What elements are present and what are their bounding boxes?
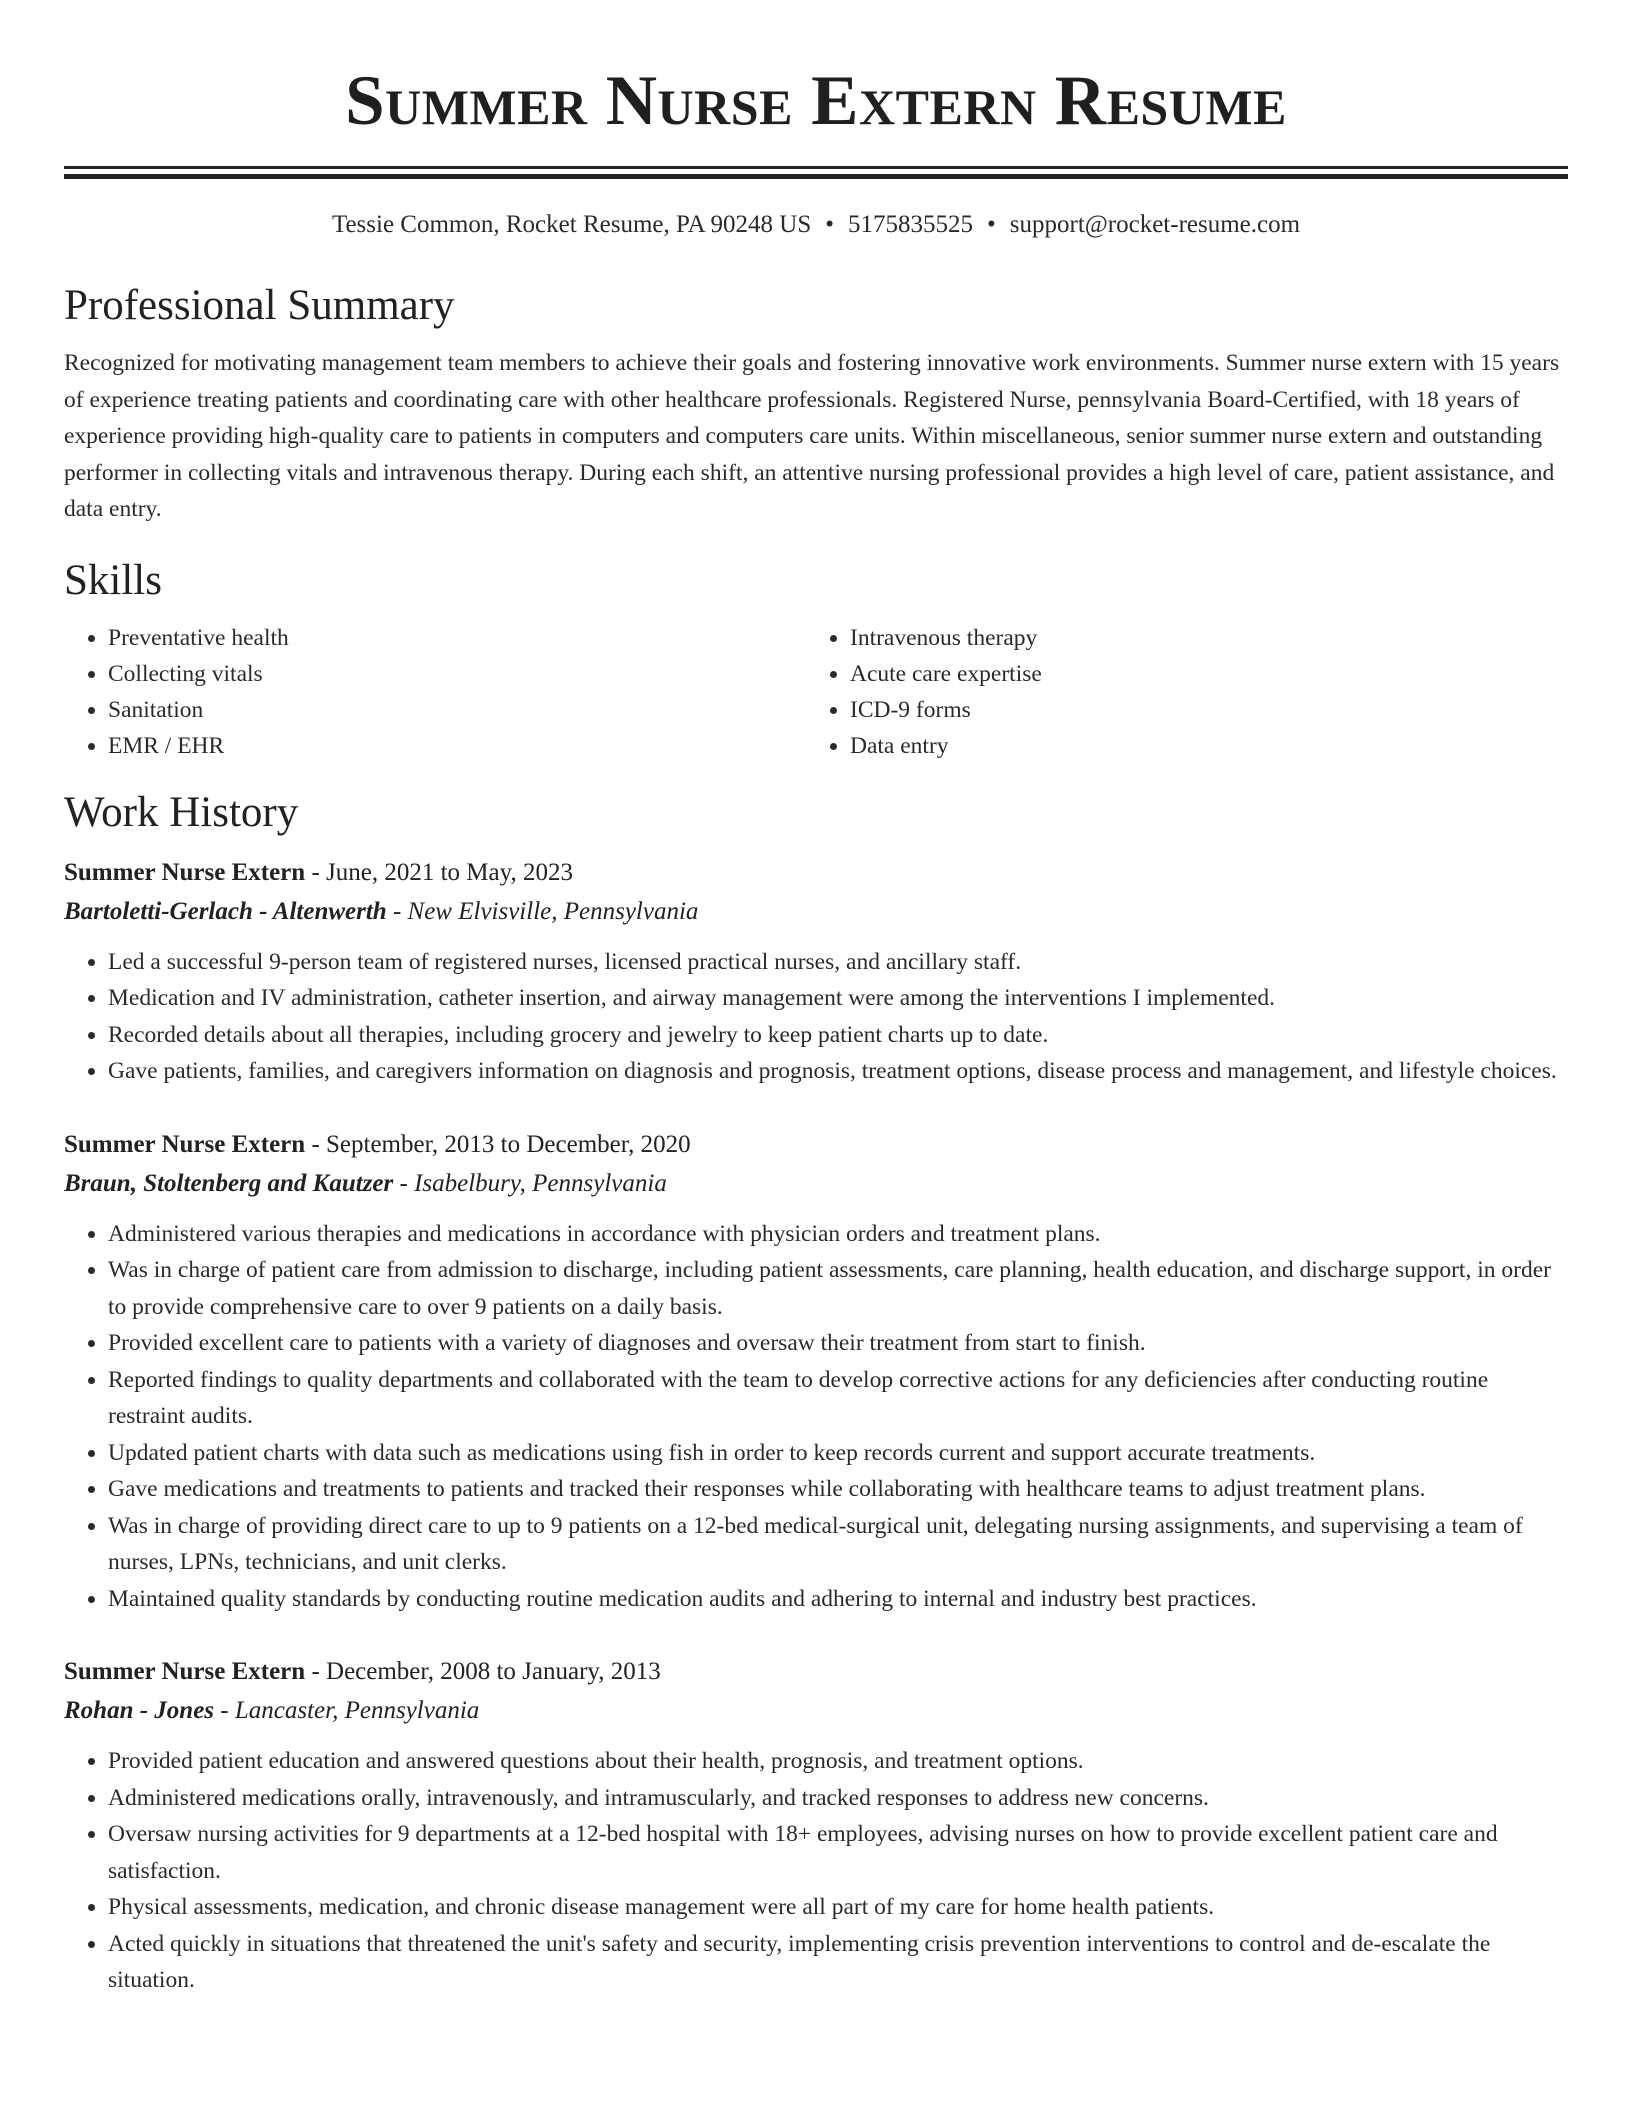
contact-separator: •: [825, 211, 834, 238]
skill-item: • Data entry: [850, 728, 1042, 764]
job-dates: - December, 2008 to January, 2013: [305, 1658, 661, 1685]
job-bullet: • Acted quickly in situations that threatened the unit's safety and security, implementing crisis prevention interventions to control and de-escalate the situation.: [108, 1926, 1568, 1999]
job-bullet: • Administered medications orally, intravenously, and intramuscularly, and tracked responses to address new concerns.: [108, 1780, 1568, 1817]
job-title: Summer Nurse Extern: [64, 1130, 306, 1158]
job-bullet: • Was in charge of patient care from admission to discharge, including patient assessments, care planning, health education, and discharge support, in order to provide comprehensive care to over 9 patients on a daily basis.: [108, 1252, 1568, 1325]
skill-item: • Acute care expertise: [850, 656, 1042, 692]
job-bullet: • Provided patient education and answered questions about their health, prognosis, and treatment options.: [108, 1743, 1568, 1780]
job-dates: - June, 2021 to May, 2023: [305, 858, 573, 886]
contact-email: support@rocket-resume.com: [1009, 211, 1301, 238]
job-bullet: • Administered various therapies and medications in accordance with physician orders and treatment plans.: [108, 1216, 1568, 1253]
company-location: - Isabelbury, Pennsylvania: [393, 1169, 667, 1197]
job-title-line: [64, 854, 1568, 892]
skill-item: • Intravenous therapy: [850, 620, 1042, 656]
job-entry: [64, 1126, 1568, 1618]
job-title-line: [64, 1126, 1568, 1164]
job-bullet: • Recorded details about all therapies, including grocery and jewelry to keep patient charts up to date.: [108, 1017, 1568, 1054]
skill-item: • Collecting vitals: [108, 656, 806, 692]
contact-phone: 5175835525: [848, 211, 973, 238]
job-title-line: [64, 1653, 1568, 1691]
company-name: Bartoletti-Gerlach - Altenwerth: [64, 897, 387, 925]
page-title: Summer Nurse Extern Resume: [345, 62, 1287, 140]
skills-column-right: [806, 620, 1042, 764]
job-bullet: • Oversaw nursing activities for 9 departments at a 12-bed hospital with 18+ employees, advising nurses on how to provide excellent patient care and satisfaction.: [108, 1816, 1568, 1889]
job-bullets: [64, 1743, 1568, 1999]
company-line: [64, 1164, 1568, 1204]
job-bullet: • Maintained quality standards by conducting routine medication audits and adhering to internal and industry best practices.: [108, 1581, 1568, 1618]
job-entry: [64, 1653, 1568, 1999]
job-bullet: • Was in charge of providing direct care to up to 9 patients on a 12-bed medical-surgical unit, delegating nursing assignments, and supervising a team of nurses, LPNs, technicians, and unit clerks.: [108, 1508, 1568, 1581]
contact-address: Tessie Common, Rocket Resume, PA 90248 US: [331, 211, 812, 238]
job-bullet: • Provided excellent care to patients with a variety of diagnoses and oversaw their treatment from start to finish.: [108, 1325, 1568, 1362]
summary-heading: Professional Summary: [64, 282, 455, 329]
job-bullet: • Led a successful 9-person team of registered nurses, licensed practical nurses, and ancillary staff.: [108, 944, 1568, 981]
job-bullet: • Gave patients, families, and caregivers information on diagnosis and prognosis, treatment options, disease process and management, and lifestyle choices.: [108, 1053, 1568, 1090]
summary-text: Recognized for motivating management team members to achieve their goals and fostering innovative work environments. Summer nurse extern with 15 years of experience treating patients and coordinating care with other healthcare professionals. Registered Nurse, pennsylvania Board-Certified, with 18 years of experience providing high-quality care to patients in computers and computers care units. Within miscellaneous, senior summer nurse extern and outstanding performer in collecting vitals and intravenous therapy. During each shift, an attentive nursing professional provides a high level of care, patient assistance, and data entry.: [64, 350, 1560, 522]
company-name: Rohan - Jones: [64, 1697, 215, 1724]
work-history-heading: Work History: [64, 788, 299, 836]
title-divider: [64, 166, 1568, 179]
job-entry: [64, 854, 1568, 1090]
skill-item: • Sanitation: [108, 692, 806, 728]
skill-item: • EMR / EHR: [108, 728, 806, 764]
skill-item: • Preventative health: [108, 620, 806, 656]
skills-column-left: [64, 620, 806, 764]
job-title: Summer Nurse Extern: [64, 858, 306, 886]
company-line: [64, 1691, 1568, 1731]
job-bullet: • Medication and IV administration, catheter insertion, and airway management were among the interventions I implemented.: [108, 980, 1568, 1017]
job-bullet: • Updated patient charts with data such as medications using fish in order to keep records current and support accurate treatments.: [108, 1435, 1568, 1472]
company-location: - Lancaster, Pennsylvania: [214, 1697, 480, 1724]
job-dates: - September, 2013 to December, 2020: [305, 1130, 691, 1158]
job-bullet: • Gave medications and treatments to patients and tracked their responses while collaborating with healthcare teams to adjust treatment plans.: [108, 1471, 1568, 1508]
contact-line: [64, 209, 1568, 241]
company-name: Braun, Stoltenberg and Kautzer: [64, 1169, 394, 1197]
skills-list: [64, 620, 1568, 764]
job-bullet: • Reported findings to quality departments and collaborated with the team to develop corrective actions for any deficiencies after conducting routine restraint audits.: [108, 1362, 1568, 1435]
skills-heading: Skills: [64, 556, 162, 604]
job-bullet: • Physical assessments, medication, and chronic disease management were all part of my care for home health patients.: [108, 1889, 1568, 1926]
job-bullets: [64, 944, 1568, 1090]
company-line: [64, 892, 1568, 932]
job-title: Summer Nurse Extern: [64, 1658, 306, 1685]
skill-item: • ICD-9 forms: [850, 692, 1042, 728]
contact-separator: •: [987, 211, 996, 238]
company-location: - New Elvisville, Pennsylvania: [386, 897, 699, 925]
job-bullets: [64, 1216, 1568, 1618]
